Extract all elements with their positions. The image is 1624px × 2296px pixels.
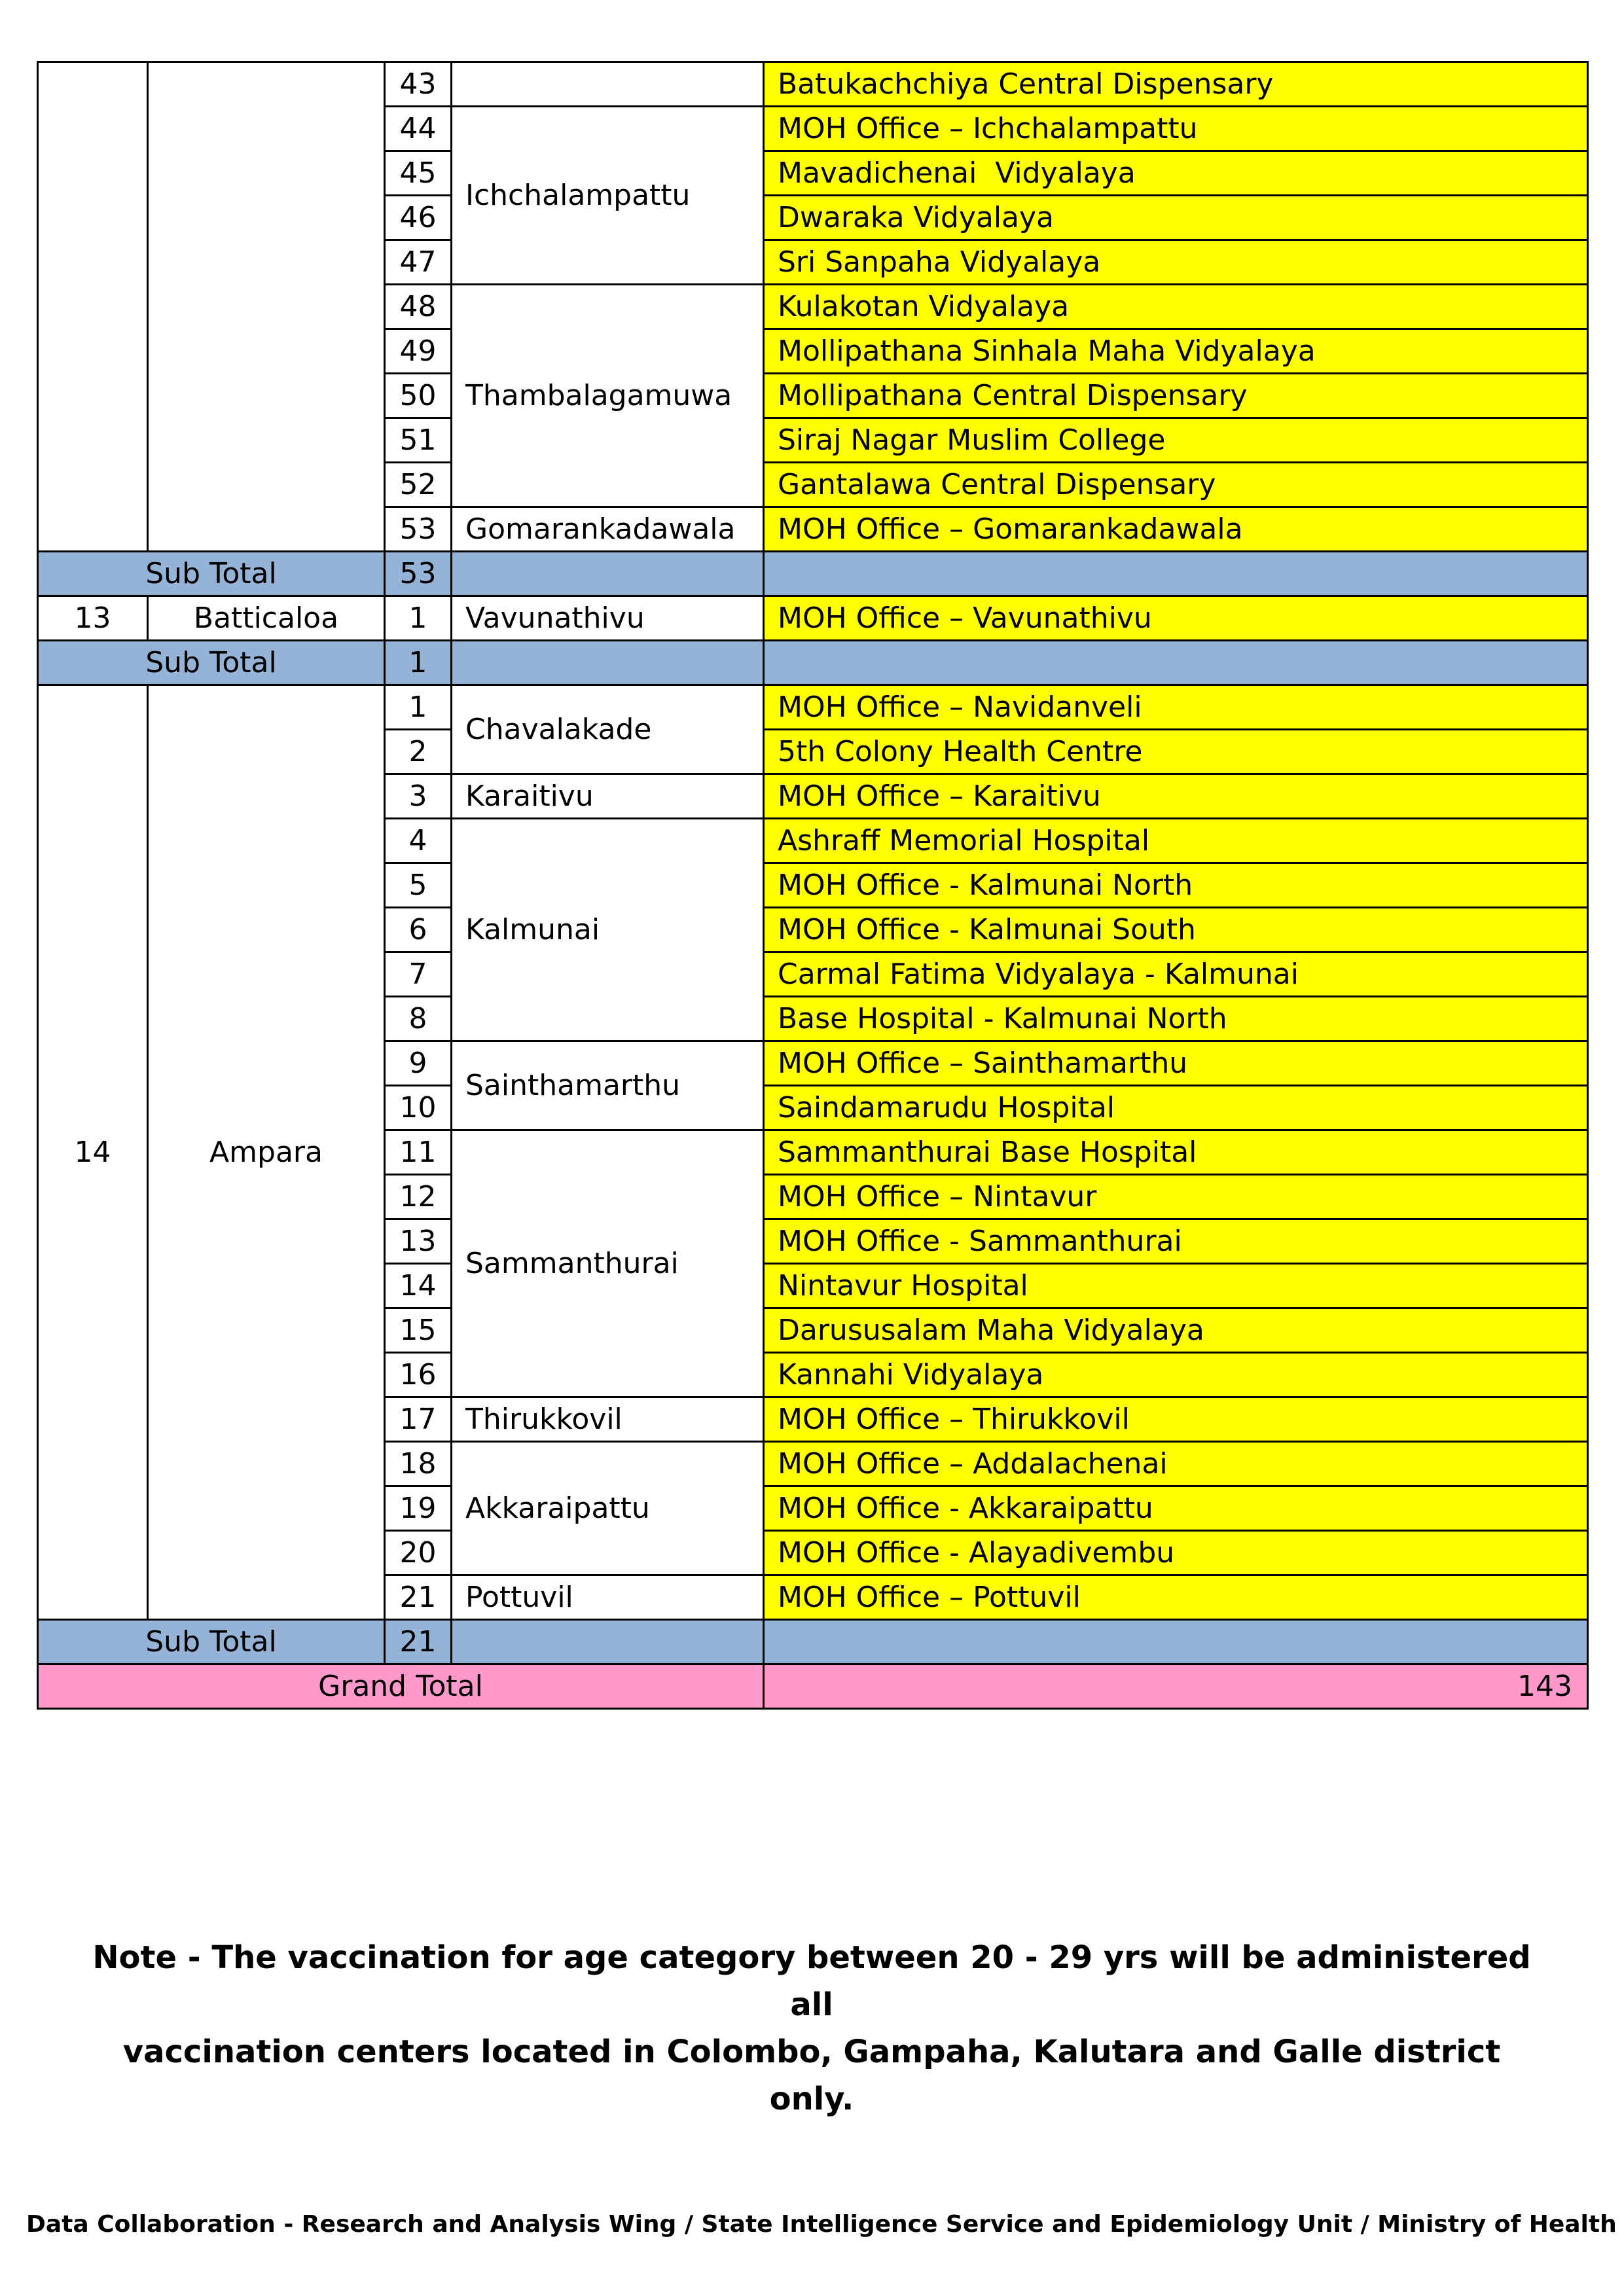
serial-number: 52 bbox=[385, 463, 452, 507]
serial-number: 14 bbox=[385, 1264, 452, 1308]
vaccination-center: MOH Office - Kalmunai North bbox=[764, 863, 1588, 908]
serial-number: 7 bbox=[385, 952, 452, 997]
vaccination-note bbox=[79, 1934, 1545, 2123]
serial-number: 43 bbox=[385, 62, 452, 107]
serial-number: 21 bbox=[385, 1575, 452, 1620]
serial-number: 3 bbox=[385, 774, 452, 819]
vaccination-center: MOH Office - Akkaraipattu bbox=[764, 1486, 1588, 1531]
district-name-cell bbox=[148, 62, 385, 552]
serial-number: 51 bbox=[385, 418, 452, 463]
serial-number: 46 bbox=[385, 196, 452, 240]
moh-area: Thirukkovil bbox=[452, 1397, 764, 1442]
vaccination-center: MOH Office - Sammanthurai bbox=[764, 1219, 1588, 1264]
vaccination-center: MOH Office – Sainthamarthu bbox=[764, 1041, 1588, 1086]
serial-number: 10 bbox=[385, 1086, 452, 1130]
district-number: 13 bbox=[38, 596, 148, 641]
serial-number: 16 bbox=[385, 1353, 452, 1397]
vaccination-center: MOH Office – Ichchalampattu bbox=[764, 107, 1588, 151]
serial-number: 11 bbox=[385, 1130, 452, 1175]
subtotal-empty-cell bbox=[764, 641, 1588, 685]
serial-number: 12 bbox=[385, 1175, 452, 1219]
serial-number: 18 bbox=[385, 1442, 452, 1486]
serial-number: 6 bbox=[385, 908, 452, 952]
vaccination-center: MOH Office – Addalachenai bbox=[764, 1442, 1588, 1486]
subtotal-empty-cell bbox=[452, 552, 764, 596]
note-line-1: Note - The vaccination for age category between 20 - 29 yrs will be administered all bbox=[92, 1939, 1531, 2023]
moh-area: Akkaraipattu bbox=[452, 1442, 764, 1575]
grand-total-value: 143 bbox=[764, 1664, 1588, 1709]
serial-number: 15 bbox=[385, 1308, 452, 1353]
district-number-cell bbox=[38, 62, 148, 552]
serial-number: 20 bbox=[385, 1531, 452, 1575]
serial-number: 9 bbox=[385, 1041, 452, 1086]
vaccination-center: Ashraff Memorial Hospital bbox=[764, 819, 1588, 863]
vaccination-center: Batukachchiya Central Dispensary bbox=[764, 62, 1588, 107]
subtotal-label: Sub Total bbox=[38, 552, 385, 596]
vaccination-center: MOH Office – Pottuvil bbox=[764, 1575, 1588, 1620]
vaccination-center: MOH Office – Vavunathivu bbox=[764, 596, 1588, 641]
serial-number: 49 bbox=[385, 329, 452, 374]
serial-number: 48 bbox=[385, 285, 452, 329]
serial-number: 5 bbox=[385, 863, 452, 908]
vaccination-center: Nintavur Hospital bbox=[764, 1264, 1588, 1308]
footer-credit: Data Collaboration - Research and Analysis Wing / State Intelligence Service and Epidemiology Unit / Ministry of Health bbox=[26, 2211, 1617, 2238]
district-name: Ampara bbox=[148, 685, 385, 1620]
vaccination-center: MOH Office - Kalmunai South bbox=[764, 908, 1588, 952]
table-row bbox=[38, 685, 1588, 730]
vaccination-center: Mavadichenai Vidyalaya bbox=[764, 151, 1588, 196]
moh-area: Sammanthurai bbox=[452, 1130, 764, 1397]
subtotal-value: 21 bbox=[385, 1620, 452, 1664]
vaccination-center: MOH Office – Thirukkovil bbox=[764, 1397, 1588, 1442]
moh-area: Gomarankadawala bbox=[452, 507, 764, 552]
subtotal-label: Sub Total bbox=[38, 1620, 385, 1664]
vaccination-center: 5th Colony Health Centre bbox=[764, 730, 1588, 774]
serial-number: 45 bbox=[385, 151, 452, 196]
serial-number: 4 bbox=[385, 819, 452, 863]
serial-number: 19 bbox=[385, 1486, 452, 1531]
subtotal-value: 1 bbox=[385, 641, 452, 685]
subtotal-row bbox=[38, 641, 1588, 685]
vaccination-center: MOH Office - Alayadivembu bbox=[764, 1531, 1588, 1575]
vaccination-center: MOH Office – Gomarankadawala bbox=[764, 507, 1588, 552]
moh-area: Vavunathivu bbox=[452, 596, 764, 641]
moh-area: Ichchalampattu bbox=[452, 107, 764, 285]
note-line-2: vaccination centers located in Colombo, Gampaha, Kalutara and Galle district only. bbox=[122, 2034, 1501, 2117]
subtotal-empty-cell bbox=[452, 641, 764, 685]
serial-number: 8 bbox=[385, 997, 452, 1041]
serial-number: 1 bbox=[385, 596, 452, 641]
moh-area: Sainthamarthu bbox=[452, 1041, 764, 1130]
subtotal-row bbox=[38, 1620, 1588, 1664]
moh-area: Thambalagamuwa bbox=[452, 285, 764, 507]
serial-number: 2 bbox=[385, 730, 452, 774]
vaccination-center: Base Hospital - Kalmunai North bbox=[764, 997, 1588, 1041]
vaccination-center: Kulakotan Vidyalaya bbox=[764, 285, 1588, 329]
vaccination-center: Sammanthurai Base Hospital bbox=[764, 1130, 1588, 1175]
table-row bbox=[38, 62, 1588, 107]
serial-number: 17 bbox=[385, 1397, 452, 1442]
serial-number: 47 bbox=[385, 240, 452, 285]
vaccination-center: Carmal Fatima Vidyalaya - Kalmunai bbox=[764, 952, 1588, 997]
vaccination-center: Siraj Nagar Muslim College bbox=[764, 418, 1588, 463]
grand-total-label: Grand Total bbox=[38, 1664, 764, 1709]
moh-area-cell bbox=[452, 62, 764, 107]
subtotal-row bbox=[38, 552, 1588, 596]
grand-total-row bbox=[38, 1664, 1588, 1709]
subtotal-empty-cell bbox=[764, 1620, 1588, 1664]
serial-number: 13 bbox=[385, 1219, 452, 1264]
subtotal-label: Sub Total bbox=[38, 641, 385, 685]
moh-area: Pottuvil bbox=[452, 1575, 764, 1620]
vaccination-center: Saindamarudu Hospital bbox=[764, 1086, 1588, 1130]
serial-number: 1 bbox=[385, 685, 452, 730]
vaccination-center: MOH Office – Navidanveli bbox=[764, 685, 1588, 730]
moh-area: Karaitivu bbox=[452, 774, 764, 819]
subtotal-empty-cell bbox=[764, 552, 1588, 596]
subtotal-empty-cell bbox=[452, 1620, 764, 1664]
vaccination-center: Darususalam Maha Vidyalaya bbox=[764, 1308, 1588, 1353]
serial-number: 50 bbox=[385, 374, 452, 418]
vaccination-center: MOH Office – Nintavur bbox=[764, 1175, 1588, 1219]
vaccination-centers-table bbox=[37, 61, 1589, 1710]
vaccination-center: Gantalawa Central Dispensary bbox=[764, 463, 1588, 507]
serial-number: 44 bbox=[385, 107, 452, 151]
table-row bbox=[38, 596, 1588, 641]
vaccination-center: Kannahi Vidyalaya bbox=[764, 1353, 1588, 1397]
vaccination-center: Mollipathana Central Dispensary bbox=[764, 374, 1588, 418]
district-number: 14 bbox=[38, 685, 148, 1620]
subtotal-value: 53 bbox=[385, 552, 452, 596]
serial-number: 53 bbox=[385, 507, 452, 552]
vaccination-center: MOH Office – Karaitivu bbox=[764, 774, 1588, 819]
district-name: Batticaloa bbox=[148, 596, 385, 641]
vaccination-center: Sri Sanpaha Vidyalaya bbox=[764, 240, 1588, 285]
vaccination-center: Dwaraka Vidyalaya bbox=[764, 196, 1588, 240]
moh-area: Chavalakade bbox=[452, 685, 764, 774]
moh-area: Kalmunai bbox=[452, 819, 764, 1041]
vaccination-center: Mollipathana Sinhala Maha Vidyalaya bbox=[764, 329, 1588, 374]
